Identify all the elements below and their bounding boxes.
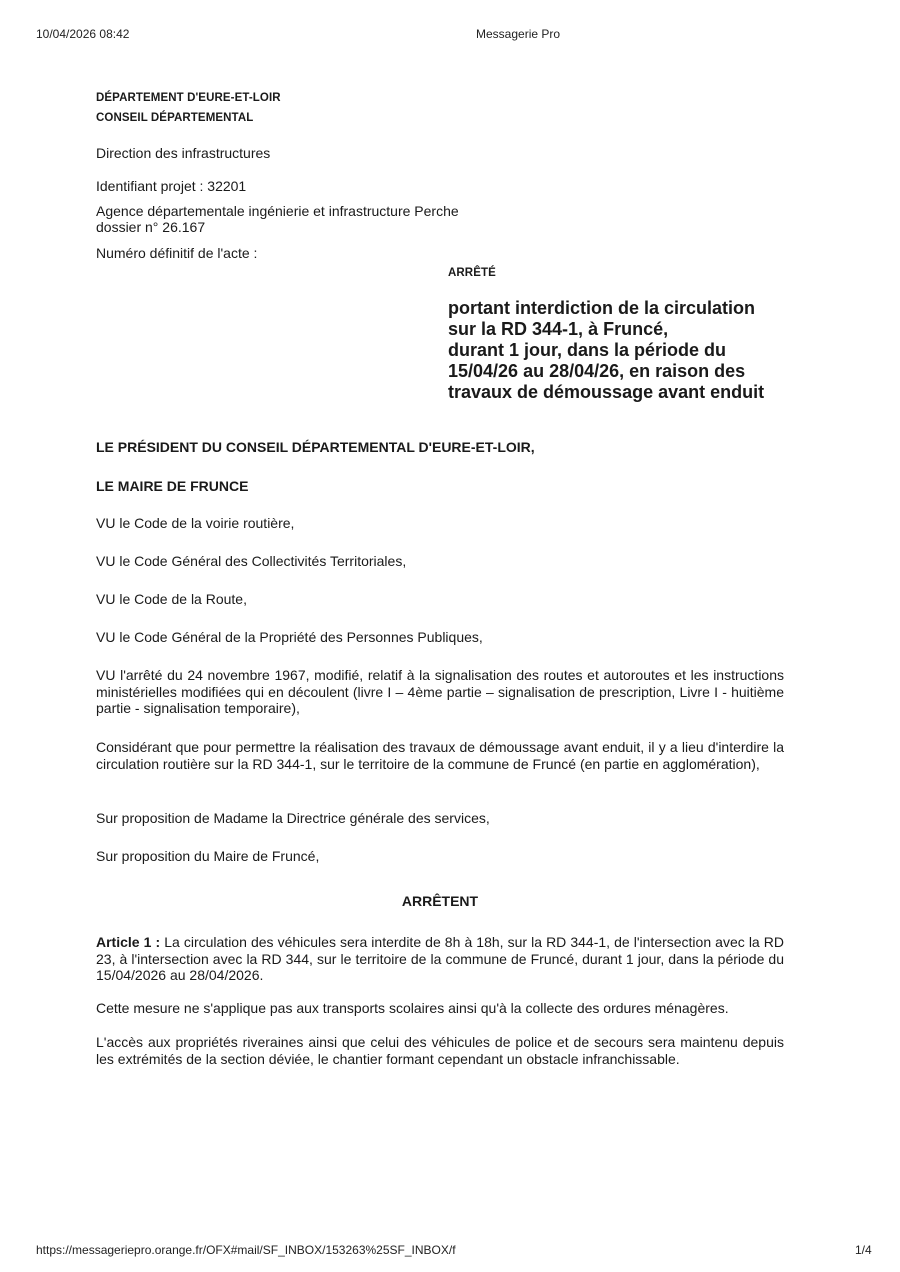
print-datetime: 10/04/2026 08:42 (36, 27, 130, 41)
page-number: 1/4 (855, 1243, 872, 1257)
authority-mayor: LE MAIRE DE FRUNCE (96, 478, 249, 494)
direction-name: Direction des infrastructures (96, 145, 271, 161)
decree-title-line: travaux de démoussage avant enduit (448, 382, 765, 402)
decree-label: ARRÊTÉ (448, 267, 496, 279)
department-name: DÉPARTEMENT D'EURE-ET-LOIR (96, 92, 281, 104)
agency-name: Agence départementale ingénierie et infrastructure Perche (96, 203, 459, 219)
decree-title-line: durant 1 jour, dans la période du (448, 340, 727, 360)
article-1-exemption: Cette mesure ne s'applique pas aux transports scolaires ainsi qu'à la collecte des ordures ménagères. (96, 1000, 729, 1016)
visa-voirie: VU le Code de la voirie routière, (96, 515, 295, 531)
article-1-text: La circulation des véhicules sera interdite de 8h à 18h, sur la RD 344-1, de l'intersection avec la RD 23, à l'intersection avec la RD 344, sur le territoire de la commune de Fruncé, durant 1 jour, dans la période du 15/04/2026 au 28/04/2026. (96, 934, 784, 983)
act-number: Numéro définitif de l'acte : (96, 245, 258, 261)
decision-heading: ARRÊTENT (401, 893, 479, 909)
visa-collectivites: VU le Code Général des Collectivités Territoriales, (96, 553, 407, 569)
dossier-number: dossier n° 26.167 (96, 219, 206, 235)
agency-block (96, 203, 459, 235)
decree-title-line: 15/04/26 au 28/04/26, en raison des (448, 361, 746, 381)
proposition-directrice: Sur proposition de Madame la Directrice générale des services, (96, 810, 490, 826)
considerant: Considérant que pour permettre la réalisation des travaux de démoussage avant enduit, il y a lieu d'interdire la circulation routière sur la RD 344-1, sur le territoire de la commune de Fruncé (en partie en agglomération), (96, 739, 784, 772)
council-name: CONSEIL DÉPARTEMENTAL (96, 112, 254, 124)
decree-title-line: sur la RD 344-1, à Fruncé, (448, 319, 669, 339)
authority-president: LE PRÉSIDENT DU CONSEIL DÉPARTEMENTAL D'EURE-ET-LOIR, (96, 439, 535, 455)
article-1-label: Article 1 : (96, 934, 161, 950)
proposition-maire: Sur proposition du Maire de Fruncé, (96, 848, 320, 864)
decree-title (448, 298, 808, 403)
decree-title-line: portant interdiction de la circulation (448, 298, 756, 318)
visa-propriete: VU le Code Général de la Propriété des Personnes Publiques, (96, 629, 483, 645)
article-1 (96, 934, 784, 984)
visa-route: VU le Code de la Route, (96, 591, 247, 607)
print-app-title: Messagerie Pro (476, 27, 561, 41)
print-url: https://messageriepro.orange.fr/OFX#mail/SF_INBOX/153263%25SF_INBOX/f (36, 1243, 456, 1257)
visa-arrete-1967: VU l'arrêté du 24 novembre 1967, modifié, relatif à la signalisation des routes et autoroutes et les instructions ministérielles modifiées qui en découlent (livre I – 4ème partie – signalisation de prescription, Livre I - huitième partie - signalisation temporaire), (96, 667, 784, 716)
project-id: Identifiant projet : 32201 (96, 178, 247, 194)
article-1-access: L'accès aux propriétés riveraines ainsi que celui des véhicules de police et de secours sera maintenu depuis les extrémités de la section déviée, le chantier formant cependant un obstacle infranchissable. (96, 1034, 784, 1067)
